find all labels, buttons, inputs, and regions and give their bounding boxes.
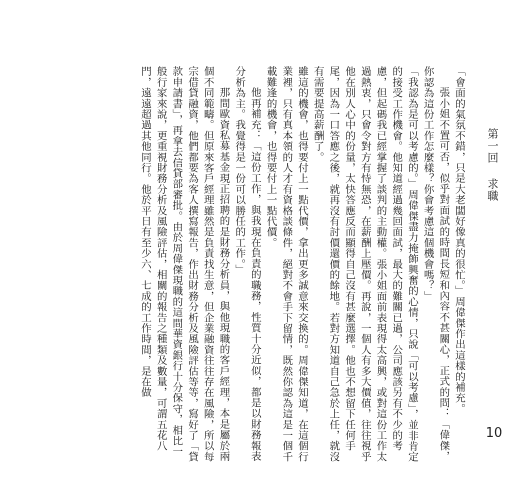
body-text: [120, 66, 466, 464]
paragraph-3: 「我認為是可以考慮的。」周偉傑盡力掩飾興奮的心情，只說「可以考慮」，並非肯定的接受工作機會。他知道經過幾回面試，最大的難關已過，公司應該另有不少的考慮，但起碼我已經掌握了談判的主動權。張小姐面前表現得太高興，或對這份工作太過熱衷，只會令對方有恃無恐，在薪酬上壓價。再說，一個人有多大價值，往往視乎他在別人心中的份量，太快答應反而顯得自己沒有甚麼選擇。他也不想留下任何手尾，因為一口答應之後，就再沒有討價還價的餘地。若對方知道自己急於上任，就沒有需要提高薪酬了。: [311, 66, 418, 463]
paragraph-6: 那間歐資私募基金現正招聘的是財務分析員，與他現職的客戶經理，本是屬於兩個不同範疇。但原來客戶經理雖然是負責找生意，但企業融資往往存在風險，所以每宗借貸融資，他們都要為客人撰寫報告，作出財務分析及風險評估等等，寫好了「貸款申請書」，再拿去信貸部審批。由於周偉傑現職的這間華資銀行十分保守，相比一般行家來說，更重視財務分析及風險評估，相關的報告之種類及數量，可謂五花八門，遠遠超過其他同行。他於平日有至少六、七成的工作時間，是在做: [138, 66, 230, 462]
page-number: 10: [485, 426, 503, 441]
paragraph-2: 張小姐不置可否，似乎對面試的時間長短和內容不甚關心，正式的問：「偉傑，你認為這份工作怎麼樣？你會考慮這個機會嗎？」: [421, 66, 450, 462]
paragraph-5: 他再補充：「這份工作，與我現在負責的職務，性質十分近似，都是以財務報表分析為主。我覺得是一份可以勝任的工作。」: [233, 66, 261, 462]
paragraph-4: 雖這的機會，也得要付上一點代價，拿出更多誠意來交換的。周偉傑知道，在這個行業裡，只有真本領的人才有資格談條件，絕對不會手下留情，既然你認為這是一個千載難逢的機會，也得要付上一點代價。: [264, 66, 308, 462]
chapter-label: 第一回: [486, 128, 499, 164]
chapter-title: 求職: [486, 178, 499, 202]
running-head: [486, 128, 498, 202]
paragraph-1: 「會面的氣氛不錯，只是大老闆好像真的很忙。」周偉傑作出這樣的補充。: [453, 66, 465, 414]
